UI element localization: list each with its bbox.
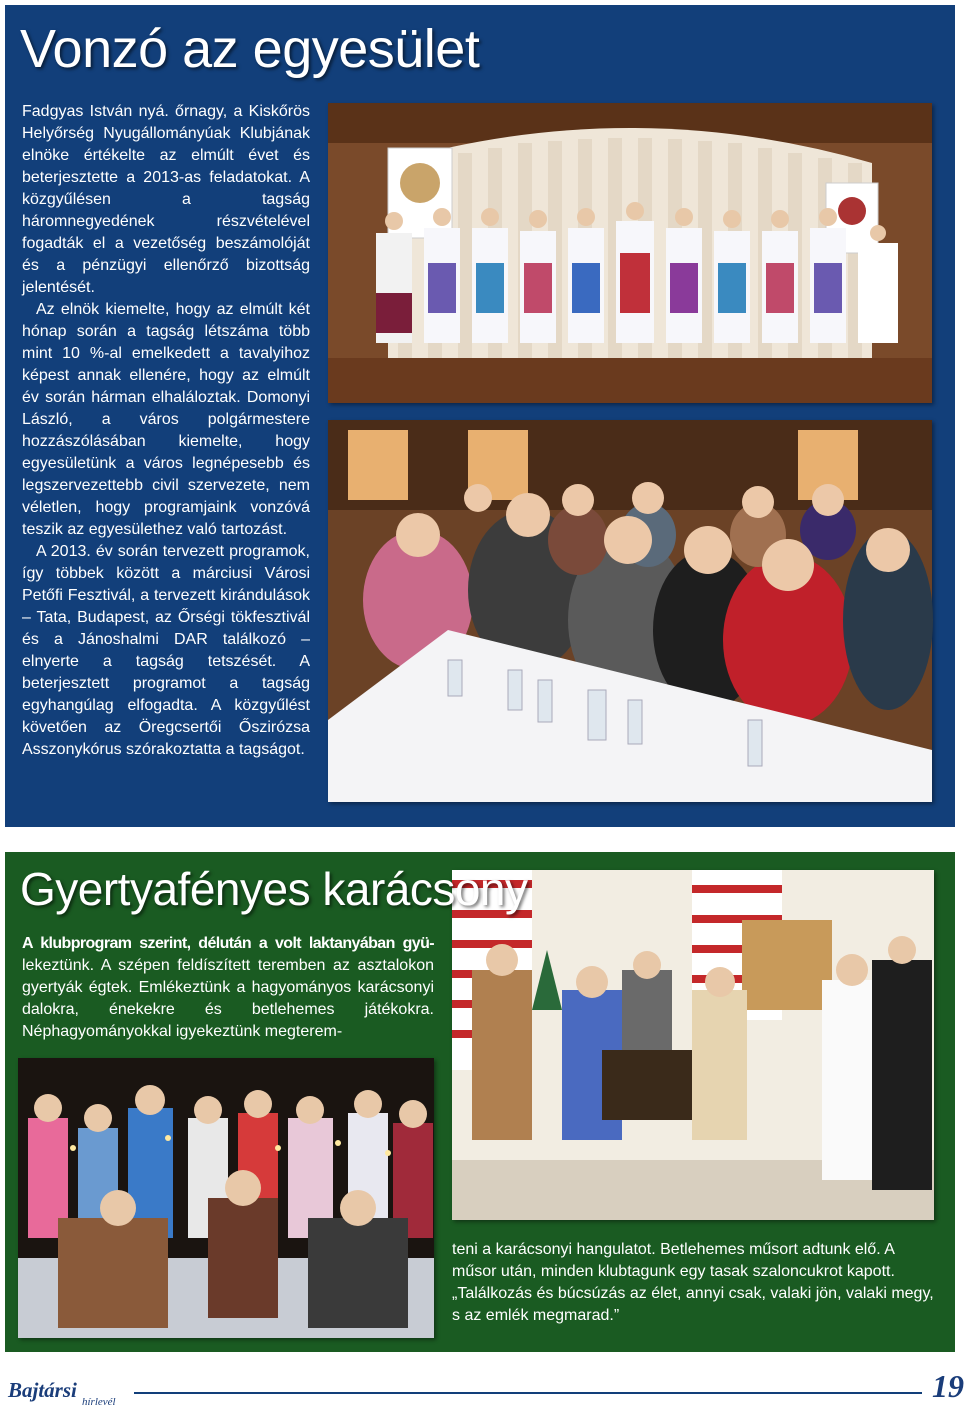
audience-tables-photo [328,420,932,802]
children-candles-photo [18,1058,434,1338]
article-title-gyertyafenyes: Gyertyafényes karácsony [20,863,528,915]
nativity-play-photo [452,870,934,1220]
publication-logo-subtitle: hírlevél [82,1396,116,1408]
paragraph-2: Az elnök kiemelte, hogy az elmúlt két hónap során a tagság létszáma több mint 10 %-al emelkedett a tavalyihoz képest annak ellenére, hogy az elmúlt év során hárman elhaláloztak. Domonyi László, a város polgármestere hozzászólásában kiemelte, hogy egyesületünk a város legnépesebb és legszervezettebb civil szervezete, nem véletlen, hogy programjaink vonzóvá teszik az egyesülethez való tartozást. [22,301,310,538]
paragraph-3: A 2013. év során tervezett programok, így többek között a márciusi Városi Petőfi Fesztivál, a tervezett kirándulások – Tata, Budapest, az Őrségi tökfesztivál és a Jánoshalmi DAR találkozó – elnyerte a tagság tetszését. A beterjesztett programot a tagság egyhangúlag elfogadta. A közgyűlést követően az Öregcsertői Őszirózsa Asszonykórus szórakoztatta a tagságot. [22,543,310,758]
paragraph-intro-rest: lekeztünk. A szépen feldíszített teremben az asztalokon gyertyák égtek. Emlékeztünk a hagyományos karácsonyi dalokra, énekekre és betlehemes játékokra. Néphagyományokkal igyekeztünk megterem- [22,957,434,1040]
article-body-vonzo [22,101,310,761]
footer-divider [134,1392,922,1394]
paragraph-intro-bold: A klubprogram szerint, délután a volt laktanyában gyü- [22,935,434,952]
publication-logo: Bajtársi [8,1378,77,1402]
page-number: 19 [932,1368,964,1404]
article-title-vonzo: Vonzó az egyesület [20,19,480,79]
article-body-gyertyafenyes-right [452,1239,942,1327]
paragraph-1: Fadgyas István nyá. őrnagy, a Kiskőrös Helyőrség Nyugállományúak Klubjának elnöke értékelte az elmúlt évet és beterjesztette a 2013-as feladatokat. A közgyűlésen a tagság háromnegyedének részvételével fogadták el a vezetőség beszámolóját és a pénzügyi ellenőrző bizottság jelentését. [22,103,310,296]
paragraph-continued: teni a karácsonyi hangulatot. Betlehemes műsort adtunk elő. A műsor után, minden klubtagunk egy tasak szaloncukrot kapott. „Találkozás és búcsúzás az élet, annyi csak, valaki jön, valaki megy, s az emlék megmarad.” [452,1241,934,1324]
paragraph-intro [22,933,434,1043]
article-body-gyertyafenyes-left [22,933,434,1043]
choir-stage-photo [328,103,932,403]
